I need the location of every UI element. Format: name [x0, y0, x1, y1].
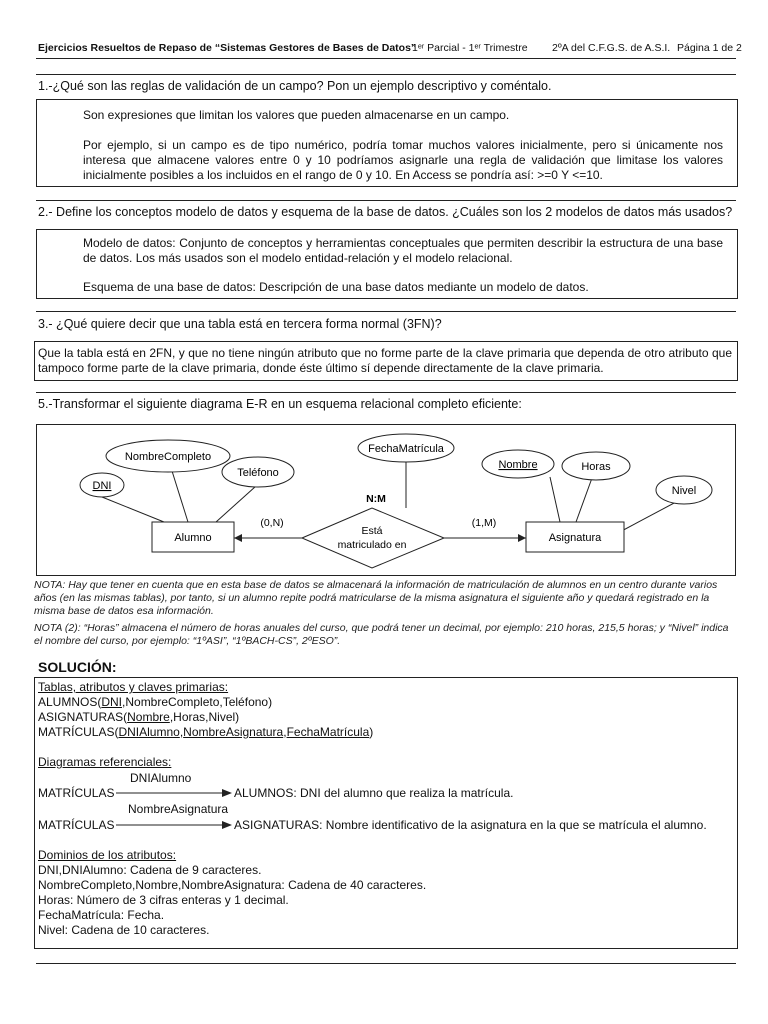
matriculas-key-dni: DNIAlumno — [118, 725, 180, 739]
domain-horas: Horas: Número de 3 cifras enteras y 1 decimal. — [38, 893, 289, 907]
ref2-from: MATRÍCULAS — [38, 818, 115, 832]
note-1: NOTA: Hay que tener en cuenta que en esta base de datos se almacenará la información de matriculación de alumnos en un centro durante varios años (en las mismas tablas), por tanto, si un alumno repite podrá matricularse de la misma asignatura el siguiente año y quedará registrado en la misma base de datos esa información. — [34, 579, 718, 617]
attr-nivel-label: Nivel — [671, 485, 697, 497]
ref1-fk-label: DNIAlumno — [130, 771, 192, 785]
domain-nivel: Nivel: Cadena de 10 caracteres. — [38, 923, 210, 937]
footer-rule — [36, 963, 736, 964]
ref1-to: ALUMNOS: DNI del alumno que realiza la matrícula. — [234, 786, 514, 800]
attr-nombre-completo-label: NombreCompleto — [124, 451, 212, 463]
er-diagram — [36, 424, 736, 576]
attr-dni-label: DNI — [92, 480, 112, 492]
cardinality-relation: N:M — [366, 493, 386, 505]
domain-fecha: FechaMatrícula: Fecha. — [38, 908, 165, 922]
table-alumnos: ALUMNOS(DNI,NombreCompleto,Teléfono) — [38, 695, 273, 709]
period-label: 1ᵉʳ Parcial - 1ᵉʳ Trimestre — [412, 42, 528, 54]
q2-answer-box — [36, 229, 738, 299]
q1-answer-example: Por ejemplo, si un campo es de tipo numérico, podría tomar muchos valores inicialmente, pero si únicamente nos interesa que almacene valores entre 0 y 10 podríamos asignarle una regla de validación que limitase los valores inicialmente posibles a los incluidos en el rango de 0 y 10. En Access se pondría así: >=0 Y <=10. — [83, 138, 723, 182]
attr-telefono-label: Teléfono — [237, 467, 279, 479]
attr-horas-label: Horas — [581, 461, 611, 473]
q3-answer-box — [34, 341, 738, 381]
q3-answer: Que la tabla está en 2FN, y que no tiene ningún atributo que no forme parte de la clave primaria que dependa de otro atributo que tampoco forme parte de la clave primaria, donde éste último sí depende directamente de la clave primaria. — [38, 346, 732, 375]
table-matriculas: MATRÍCULAS(DNIAlumno,NombreAsignatura,FechaMatrícula) — [38, 725, 374, 739]
ref2-to: ASIGNATURAS: Nombre identificativo de la asignatura en la que se matrícula el alumno. — [234, 818, 707, 832]
entity-alumno-label: Alumno — [174, 532, 212, 544]
document-title: Ejercicios Resueltos de Repaso de “Sistemas Gestores de Bases de Datos” — [38, 42, 417, 54]
matriculas-key-fecha: FechaMatrícula — [286, 725, 370, 739]
asignaturas-primary-key: Nombre — [127, 710, 170, 724]
attr-fecha-matricula-label: FechaMatrícula — [368, 443, 444, 455]
matriculas-key-asignatura: NombreAsignatura — [183, 725, 284, 739]
course-label: 2ºA del C.F.G.S. de A.S.I. — [552, 42, 671, 54]
q5-question: 5.-Transformar el siguiente diagrama E-R en un esquema relacional completo eficiente: — [38, 397, 522, 411]
q1-answer-definition: Son expresiones que limitan los valores que pueden almacenarse en un campo. — [83, 108, 510, 122]
relationship-label-1: Está — [361, 525, 383, 537]
ref2-fk-label: NombreAsignatura — [128, 802, 229, 816]
q3-question: 3.- ¿Qué quiere decir que una tabla está en tercera forma normal (3FN)? — [38, 317, 442, 331]
page-number: Página 1 de 2 — [677, 42, 742, 54]
note-2: NOTA (2): “Horas” almacena el número de horas anuales del curso, que podrá tener un decimal, por ejemplo: 210 horas, 215,5 horas; y “Nivel” indica el nombre del curso, por ejemplo: “1ºASI”, “1ºBACH-CS”, 2ºESO”. — [34, 622, 729, 647]
header-rule — [36, 58, 736, 59]
ref-heading: Diagramas referenciales: — [38, 755, 172, 769]
domain-dni: DNI,DNIAlumno: Cadena de 9 caracteres. — [38, 863, 262, 877]
q1-answer-box — [36, 99, 738, 187]
cardinality-left: (0,N) — [260, 517, 284, 529]
table-asignaturas: ASIGNATURAS(Nombre,Horas,Nivel) — [38, 710, 240, 724]
attr-nombre-label: Nombre — [498, 459, 538, 471]
ref1-from: MATRÍCULAS — [38, 786, 115, 800]
ref2-arrow — [116, 818, 232, 832]
q2-question: 2.- Define los conceptos modelo de datos y esquema de la base de datos. ¿Cuáles son los 2 modelos de datos más usados? — [38, 205, 733, 219]
domains-heading: Dominios de los atributos: — [38, 848, 177, 862]
tables-heading: Tablas, atributos y claves primarias: — [38, 680, 229, 694]
alumnos-primary-key: DNI — [101, 695, 123, 709]
q3-top-rule — [36, 311, 736, 312]
q1-top-rule — [36, 74, 736, 75]
q2-answer-modelo: Modelo de datos: Conjunto de conceptos y herramientas conceptuales que permiten describir la estructura de una base de datos. Los más usados son el modelo entidad-relación y el modelo relacional. — [83, 236, 723, 265]
ref1-arrow — [116, 786, 232, 800]
cardinality-right: (1,M) — [471, 517, 497, 529]
entity-asignatura-label: Asignatura — [548, 532, 602, 544]
q2-top-rule — [36, 200, 736, 201]
solution-heading: SOLUCIÓN: — [38, 659, 117, 675]
domain-nombre: NombreCompleto,Nombre,NombreAsignatura: Cadena de 40 caracteres. — [38, 878, 427, 892]
q5-top-rule — [36, 392, 736, 393]
q1-question: 1.-¿Qué son las reglas de validación de un campo? Pon un ejemplo descriptivo y coméntalo. — [38, 79, 552, 93]
relationship-label-2: matriculado en — [337, 539, 407, 551]
q2-answer-esquema: Esquema de una base de datos: Descripción de una base datos mediante un modelo de datos. — [83, 280, 589, 294]
